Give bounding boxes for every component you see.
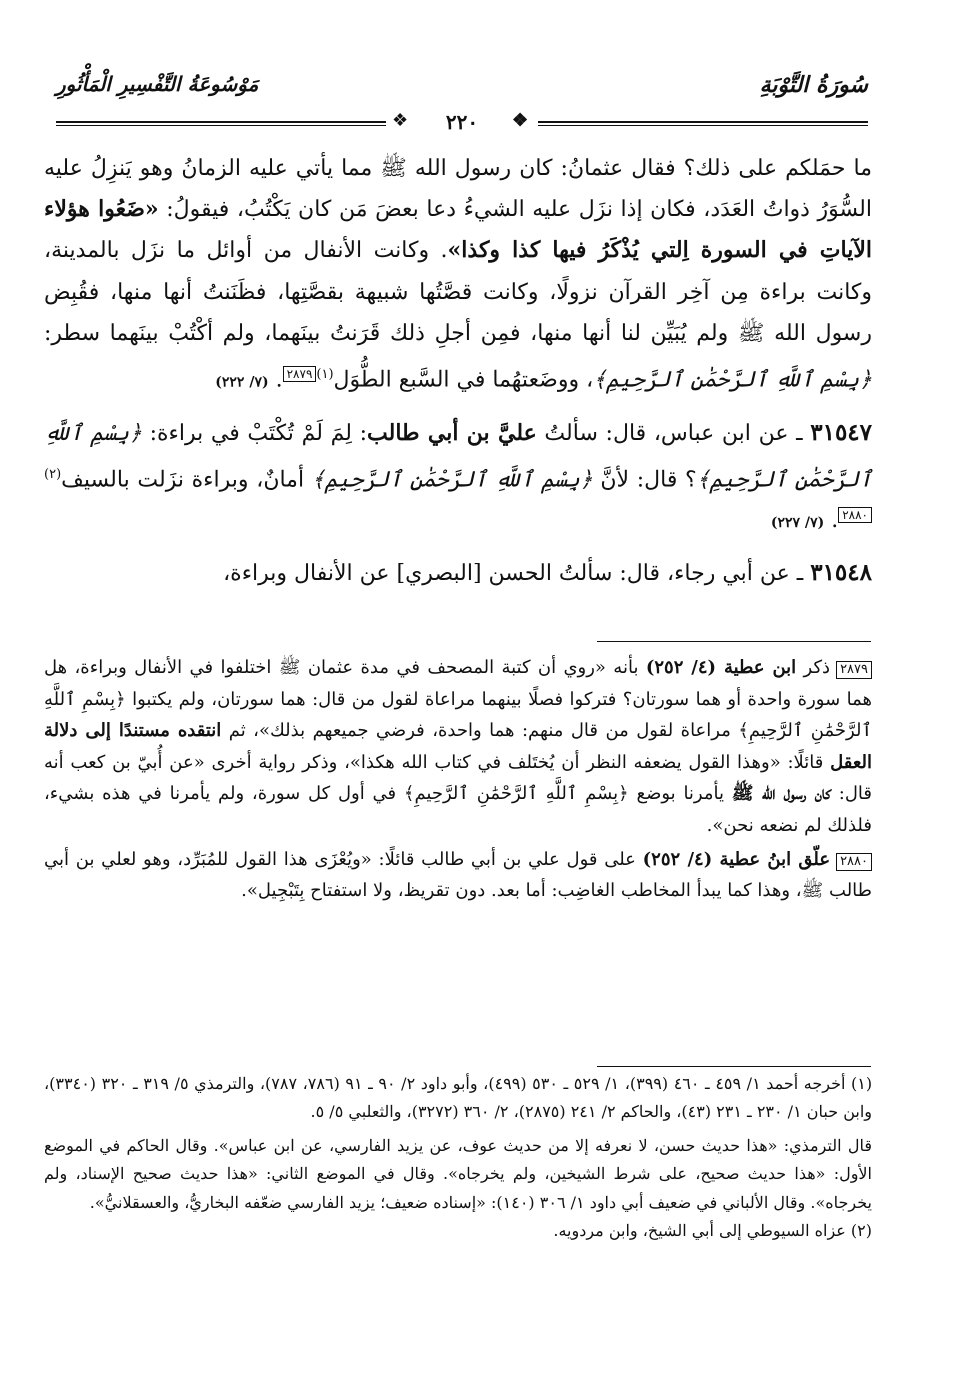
paragraph-continuation: ما حمَلكم على ذلك؟ فقال عثمانُ: كان رسول الله ﷺ مما يأتي عليه الزمانُ وهو يَنزِلُ عليه السُّوَرُ ذواتُ العَدَد، فكان إذا نزَل عليه الشيءُ دعا بعضَ مَن كان يَكْتُبُ، فيقولُ: «ضَعُوا هؤلاء الآياتِ في السورة اِلتي يُذْكَرُ فيها كذا وكذا». وكانت الأنفال من أوائل ما نزَل بالمدينة، وكانت براءة مِن آخِر القرآن نزولًا، وكانت قصَّتُها شبيهة بقصَّتِها، فظَنَنتُ أنها منها، فقُبِض رسول الله ﷺ ولم يُبَيِّن لنا أنها منها، فمِن أجلِ ذلك قَرَنتُ بينَهما، ولم أكْتُبْ بينَهما سطر: ﴿بِسْمِ ٱللَّهِ ٱلرَّحْمَٰنِ ٱلرَّحِيمِ﴾، ووضَعتهُما في السَّبع الطُّوَل$^{(١)}$٢٨٧٩. (٧/ ٢٢٢) [44, 156, 872, 393]
note-item: ٢٨٧٩ذكر ابن عطية (٤/ ٢٥٢) بأنه «روي أن كتبة المصحف في مدة عثمان ﷺ اختلفوا في الأنفال وبراءة، هل هما سورة واحدة أو هما سورتان؟ فتركوا فصلًا بينهما مراعاة لقول من قال: هما سورتان، ولم يكتبوا ﴿بِسْمِ ٱللَّهِ ٱلرَّحْمَٰنِ ٱلرَّحِيمِ﴾ مراعاة لقول من قال منهم: هما واحدة، فرضي جميعهم بذلك»، ثم انتقده مستندًا إلى دلالة العقل قائلًا: «وهذا القول يضعفه النظر أن يُختَلف في كتاب الله هكذا»، وذكر رواية أخرى «عن أُبيّ بن كعب أنه قال: كان رسول الله ﷺ يأمرنا بوضع ﴿بِسْمِ ٱللَّهِ ٱلرَّحْمَٰنِ ٱلرَّحِيمِ﴾ في أول كل سورة، ولم يأمرنا في هذه بشيء، فلذلك لم نضعه نحن». [44, 657, 872, 836]
header-rule [56, 110, 868, 134]
footnote-1: (١) أخرجه أحمد ١/ ٤٥٩ ـ ٤٦٠ (٣٩٩)، ١/ ٥٢٩ ـ ٥٣٠ (٤٩٩)، وأبو داود ٢/ ٩٠ ـ ٩١ (٧٨٦، ٧٨٧)، والترمذي ٥/ ٣١٩ ـ ٣٢٠ (٣٣٤٠)، وابن حبان ١/ ٢٣٠ ـ ٢٣١ (٤٣)، والحاكم ٢/ ٢٤١ (٢٨٧٥)، ٢/ ٣٦٠ (٣٢٧٢)، والثعلبي ٥/ ٥. [44, 1074, 873, 1122]
book-title: مَوْسُوعَةُ التَّفْسِيرِ الْمَأْثُورِ [56, 72, 259, 96]
page-number: ٢٢٠ [445, 110, 479, 134]
volume-ref: (٧/ ٢٢٢) [215, 374, 269, 391]
note-ref-box[interactable]: ٢٨٧٩ [283, 366, 317, 382]
notes-separator [597, 641, 871, 642]
hadith-entry: ٣١٥٤٨ ـ عن أبي رجاء، قال: سألتُ الحسن [البصري] عن الأنفال وبراءة، [223, 559, 872, 587]
header-rule-left [56, 121, 386, 123]
ornament-icon: ❖ [512, 110, 529, 131]
ornament-icon: ❖ [392, 110, 409, 131]
footnote-1-grading: قال الترمذي: «هذا حديث حسن، لا نعرفه إلا من حديث عوف، عن يزيد الفارسي، عن ابن عباس». وقال الحاكم في الموضع الأول: «هذا حديث صحيح، على شرط الشيخين، ولم يخرجاه». وقال في الموضع الثاني: «هذا حديث صحيح الإسناد، ولم يخرجاه». وقال الألباني في ضعيف أبي داود ١/ ٣٠٦ (١٤٠): «إسناده ضعيف؛ يزيد الفارسي ضعّفه البخاريُّ، والعسقلانيُّ». [44, 1135, 873, 1212]
hadith-number: ٣١٥٤٨ [810, 559, 872, 587]
footnote-2: (٢) عزاه السيوطي إلى أبي الشيخ، وابن مردويه. [553, 1221, 872, 1241]
footnotes [44, 1070, 872, 1245]
footnote-marker[interactable]: (٢) [44, 466, 62, 482]
surah-title: سُورَةُ التَّوْبَةِ [759, 72, 868, 98]
footnote-marker[interactable]: (١) [316, 367, 334, 383]
note-number-box: ٢٨٧٩ [836, 661, 872, 679]
note-item: ٢٨٨٠علّق ابنُ عطية (٤/ ٢٥٢) على قول علي بن أبي طالب قائلًا: «ويُعْزَى هذا القول للمُبَرِّد، وهو لعلي بن أبي طالب ﷺ، وهذا كما يبدأ المخاطب الغاضِب: أما بعد. دون تقريظ، ولا استفتاح بِتَبْجِيل». [44, 848, 872, 902]
hadith-entry: ٣١٥٤٧ ـ عن ابن عباس، قال: سألتُ عليَّ بن أبي طالب: لِمَ لَمْ تُكْتَبْ في براءة: ﴿بِسْمِ ٱللَّهِ ٱلرَّحْمَٰنِ ٱلرَّحِيمِ﴾؟ قال: لأنَّ ﴿بِسْمِ ٱللَّهِ ٱلرَّحْمَٰنِ ٱلرَّحِيمِ﴾ أمانٌ، وبراءة نزَلت بالسيف$^{(٢)}$٢٨٨٠. (٧/ ٢٢٧) [44, 418, 873, 534]
note-ref-box[interactable]: ٢٨٨٠ [838, 507, 872, 523]
header-rule-right [538, 121, 868, 123]
note-number-box: ٢٨٨٠ [836, 853, 872, 871]
commentary-notes [44, 652, 872, 909]
volume-ref: (٧/ ٢٢٧) [770, 515, 825, 532]
main-text [44, 148, 872, 603]
footnotes-separator [597, 1066, 871, 1067]
running-header [56, 72, 868, 132]
hadith-number: ٣١٥٤٧ [810, 418, 873, 446]
